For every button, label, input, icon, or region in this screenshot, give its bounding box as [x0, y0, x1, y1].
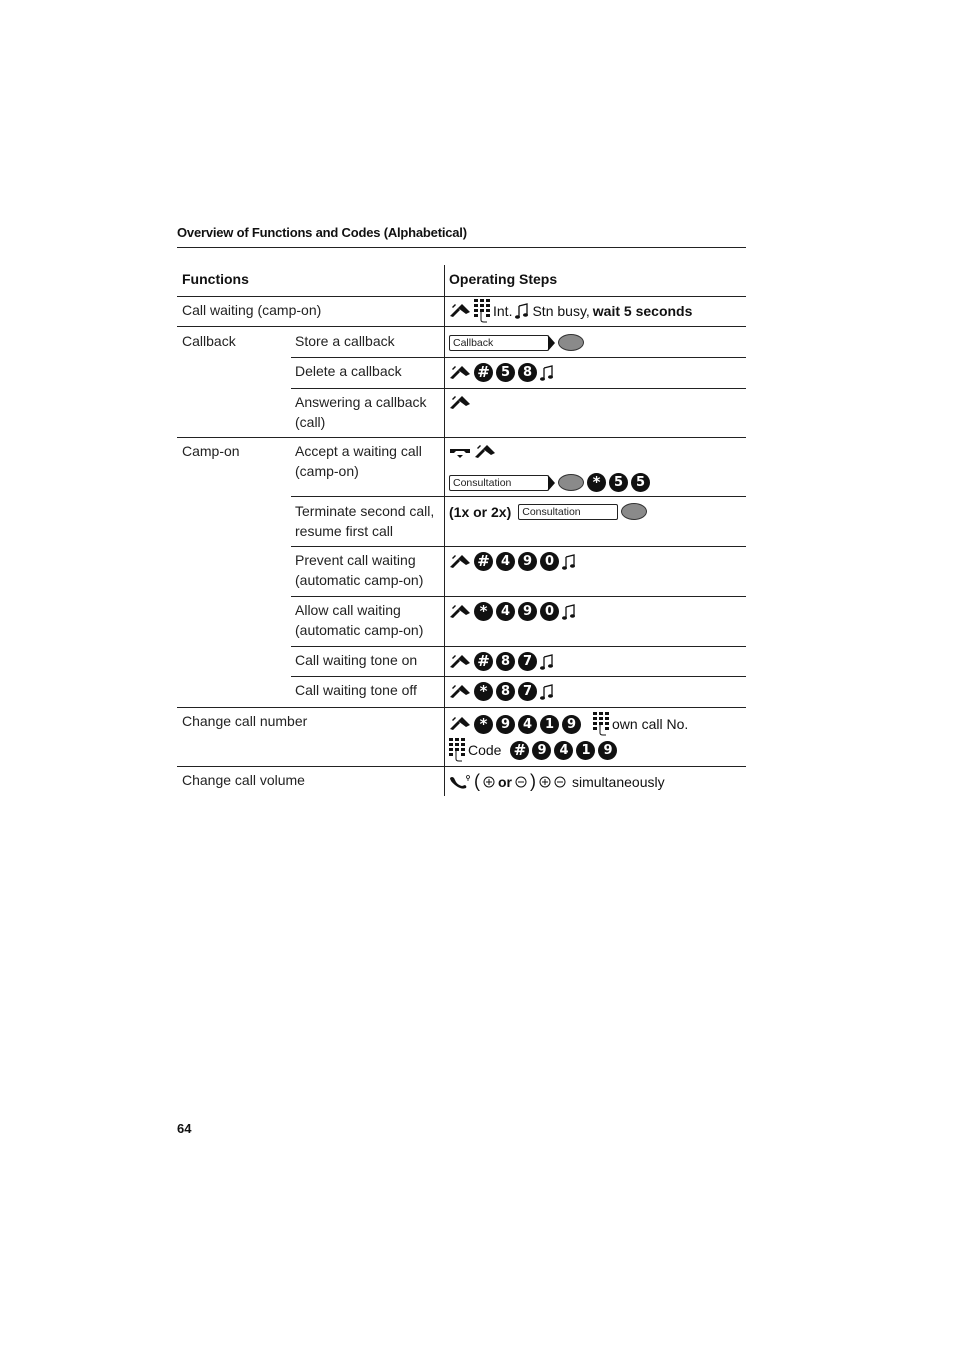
function-callback: Callback — [182, 333, 236, 349]
lift-handset-icon — [449, 684, 471, 700]
digit-key-icon: 9 — [532, 741, 551, 760]
row-divider — [177, 437, 746, 438]
hash-key-icon: # — [474, 552, 493, 571]
function-store-callback: Store a callback — [295, 333, 395, 349]
function-accept-waiting: Accept a waiting call (camp-on) — [295, 443, 422, 479]
softkey-label: Callback — [449, 335, 549, 351]
digit-key-icon: 9 — [518, 552, 537, 571]
steps-delete-callback — [449, 363, 554, 382]
volume-minus-icon — [515, 776, 527, 788]
tone-icon — [540, 365, 554, 381]
tone-icon — [540, 684, 554, 700]
digit-key-icon: 9 — [518, 602, 537, 621]
keypad-icon — [449, 738, 465, 762]
digit-key-icon: 9 — [496, 715, 515, 734]
digit-key-icon: 1 — [576, 741, 595, 760]
lift-handset-icon — [449, 554, 471, 570]
steps-change-number-1 — [449, 712, 688, 736]
wait-label: wait 5 seconds — [592, 303, 693, 319]
star-key-icon: * — [474, 715, 493, 734]
steps-allow-waiting — [449, 602, 576, 621]
function-prevent-waiting: Prevent call waiting (automatic camp-on) — [295, 552, 424, 588]
volume-plus-icon — [539, 776, 551, 788]
tone-icon — [562, 554, 576, 570]
row-divider — [291, 676, 746, 677]
digit-key-icon: 0 — [540, 602, 559, 621]
steps-answer-callback — [449, 395, 471, 411]
keypad-icon — [474, 299, 490, 323]
steps-change-number-2 — [449, 738, 617, 762]
confirm-key-icon — [558, 334, 584, 351]
row-divider — [291, 646, 746, 647]
steps-change-volume — [449, 771, 665, 792]
lift-handset-icon — [449, 303, 471, 319]
own-call-label: own call No. — [612, 716, 689, 732]
function-tone-on: Call waiting tone on — [295, 652, 418, 668]
digit-key-icon: 5 — [631, 473, 650, 492]
digit-key-icon: 5 — [496, 363, 515, 382]
lift-handset-icon — [449, 395, 471, 411]
volume-plus-icon — [483, 776, 495, 788]
confirm-key-icon — [621, 503, 647, 520]
function-answer-callback: Answering a callback (call) — [295, 394, 427, 430]
row-divider — [291, 496, 746, 497]
function-call-waiting: Call waiting (camp-on) — [182, 302, 322, 318]
tone-icon — [515, 303, 529, 319]
hash-key-icon: # — [474, 363, 493, 382]
page-header-title: Overview of Functions and Codes (Alphabetical) — [177, 225, 467, 240]
functions-heading: Functions — [182, 271, 249, 287]
lift-handset-icon — [449, 654, 471, 670]
digit-key-icon: 4 — [496, 552, 515, 571]
stn-busy-label: Stn busy, — [532, 303, 590, 319]
function-camp-on: Camp-on — [182, 443, 240, 459]
digit-key-icon: 5 — [609, 473, 628, 492]
digit-key-icon: 8 — [496, 682, 515, 701]
digit-key-icon: 4 — [554, 741, 573, 760]
steps-accept-waiting-2 — [449, 473, 650, 492]
volume-minus-icon — [554, 776, 566, 788]
softkey-arrow — [548, 335, 555, 351]
steps-prevent-waiting — [449, 552, 576, 571]
row-divider — [291, 546, 746, 547]
digit-key-icon: 0 — [540, 552, 559, 571]
hash-key-icon: # — [510, 741, 529, 760]
function-terminate-second: Terminate second call, resume first call — [295, 503, 435, 539]
lift-handset-icon — [474, 444, 496, 460]
softkey-label: Consultation — [449, 475, 549, 491]
digit-key-icon: 1 — [540, 715, 559, 734]
code-label: Code — [468, 742, 502, 758]
row-divider — [291, 388, 746, 389]
softkey-label: Consultation — [518, 504, 618, 520]
digit-key-icon: 8 — [518, 363, 537, 382]
digit-key-icon: 4 — [518, 715, 537, 734]
tone-icon — [540, 654, 554, 670]
header-rule — [177, 247, 746, 248]
steps-terminate-second — [449, 503, 647, 520]
operating-steps-heading: Operating Steps — [449, 271, 558, 287]
digit-key-icon: 4 — [496, 602, 515, 621]
function-tone-off: Call waiting tone off — [295, 682, 417, 698]
simultaneously-label: simultaneously — [572, 773, 665, 790]
hash-key-icon: # — [474, 652, 493, 671]
row-divider — [291, 596, 746, 597]
steps-accept-waiting-1 — [449, 444, 496, 460]
confirm-key-icon — [558, 474, 584, 491]
steps-tone-on — [449, 652, 554, 671]
row-divider — [177, 326, 746, 327]
row-divider — [291, 357, 746, 358]
star-key-icon: * — [474, 602, 493, 621]
digit-key-icon: 9 — [598, 741, 617, 760]
function-allow-waiting: Allow call waiting (automatic camp-on) — [295, 602, 424, 638]
keypad-icon — [593, 712, 609, 736]
repeat-label: (1x or 2x) — [449, 503, 512, 520]
or-label: or — [498, 773, 512, 790]
digit-key-icon: 7 — [518, 652, 537, 671]
int-label: Int. — [493, 303, 513, 319]
digit-key-icon: 8 — [496, 652, 515, 671]
close-paren: ) — [530, 771, 536, 791]
lift-handset-icon — [449, 365, 471, 381]
consultation-softkey[interactable] — [449, 474, 584, 491]
open-paren: ( — [474, 771, 480, 791]
function-change-number: Change call number — [182, 713, 308, 729]
steps-call-waiting — [449, 299, 692, 323]
page-number: 64 — [177, 1121, 192, 1136]
row-divider — [177, 766, 746, 767]
function-change-volume: Change call volume — [182, 772, 305, 788]
consultation-softkey[interactable] — [518, 503, 647, 520]
digit-key-icon: 9 — [562, 715, 581, 734]
steps-tone-off — [449, 682, 554, 701]
row-divider — [177, 296, 746, 297]
replace-handset-icon — [449, 444, 471, 460]
tone-icon — [562, 604, 576, 620]
steps-store-callback — [449, 334, 584, 351]
lift-handset-icon — [449, 716, 471, 732]
column-divider — [444, 265, 445, 796]
star-key-icon: * — [587, 473, 606, 492]
lift-handset-icon — [449, 604, 471, 620]
handset-speaker-icon — [449, 774, 471, 790]
softkey-arrow — [548, 475, 555, 491]
callback-softkey[interactable] — [449, 334, 584, 351]
star-key-icon: * — [474, 682, 493, 701]
function-delete-callback: Delete a callback — [295, 363, 402, 379]
digit-key-icon: 7 — [518, 682, 537, 701]
row-divider — [177, 707, 746, 708]
